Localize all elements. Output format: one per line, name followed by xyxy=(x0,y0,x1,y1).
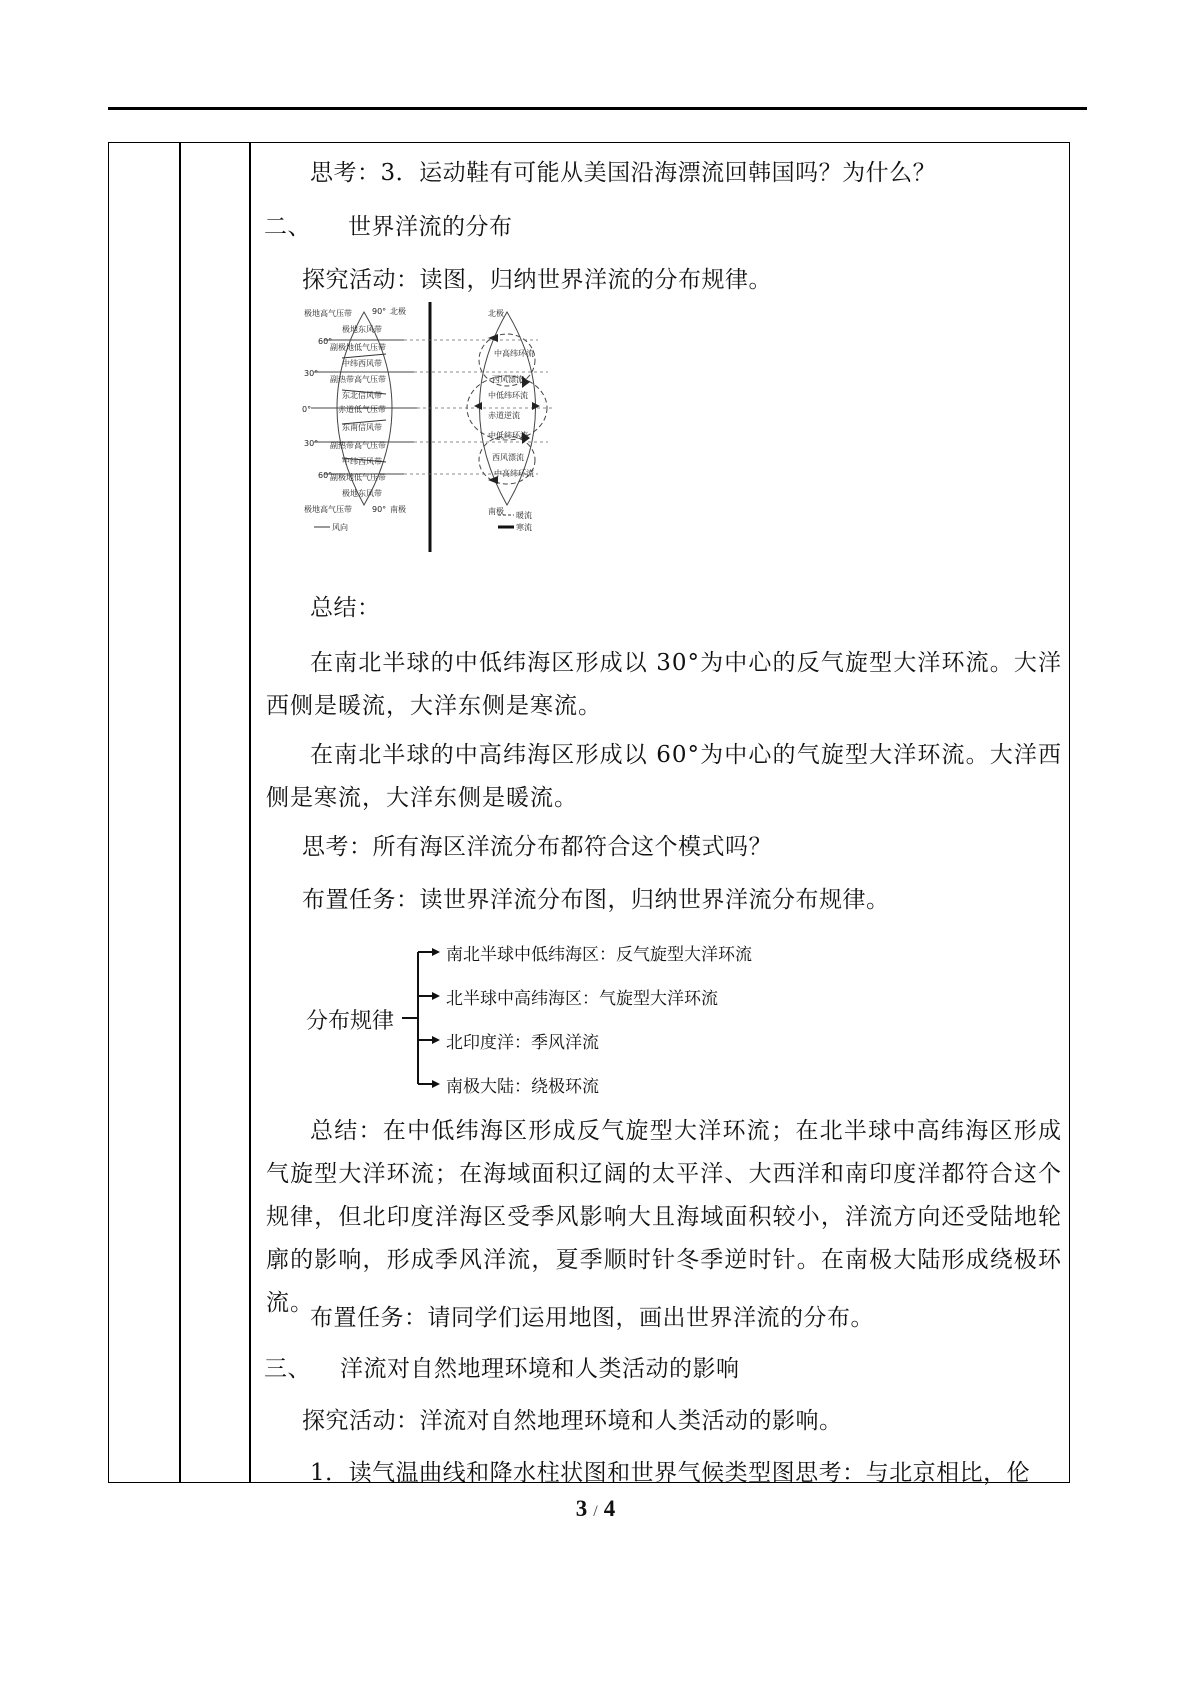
lat-60-n: 60° xyxy=(318,337,333,346)
lat-30-s: 30° xyxy=(304,439,319,448)
left-label-subpolar-low-n: 副极地低气压带 xyxy=(330,343,386,352)
page-separator: / xyxy=(593,1503,598,1520)
activity-influence: 探究活动：洋流对自然地理环境和人类活动的影响。 xyxy=(302,1408,843,1434)
rule-item-3: 北印度洋：季风洋流 xyxy=(446,1033,599,1053)
legend-cold-label: 寒流 xyxy=(516,523,532,532)
page-current: 3 xyxy=(575,1496,588,1521)
page-total: 4 xyxy=(603,1496,616,1521)
lat-30-n: 30° xyxy=(304,369,319,378)
left-label-polar-easterly-s: 极地东风带 xyxy=(342,489,382,498)
distribution-rules-diagram xyxy=(306,930,826,1120)
table-column-divider-2 xyxy=(249,142,251,1483)
lat-60-s: 60° xyxy=(318,471,333,480)
think-question-3: 思考：3．运动鞋有可能从美国沿海漂流回韩国吗？为什么？ xyxy=(310,160,937,186)
activity-read-figure: 探究活动：读图，归纳世界洋流的分布规律。 xyxy=(302,267,772,293)
rule-item-4: 南极大陆：绕极环流 xyxy=(446,1077,599,1097)
page-number xyxy=(0,1496,1191,1522)
right-label-west-wind-drift-n: 西风漂流 xyxy=(492,375,524,384)
rule-item-2: 北半球中高纬海区：气旋型大洋环流 xyxy=(446,989,718,1009)
item-1-question: 1．读气温曲线和降水柱状图和世界气候类型图思考：与北京相比，伦 xyxy=(310,1460,1031,1486)
right-label-west-wind-drift-s: 西风漂流 xyxy=(492,453,524,462)
left-label-subtropical-high-n: 副热带高气压带 xyxy=(330,375,386,384)
right-label-subpolar-gyre-n: 中高纬环流 xyxy=(494,349,534,358)
section-3-number: 三、 xyxy=(264,1356,311,1382)
summary-paragraph-30-degree: 在南北半球的中低纬海区形成以 30°为中心的反气旋型大洋环流。大洋西侧是暖流，大洋东侧是寒流。 xyxy=(266,650,1062,719)
left-label-se-trade: 东南信风带 xyxy=(342,423,382,432)
left-label-ne-trade: 东北信风带 xyxy=(342,391,382,400)
north-pole-label: 北极 xyxy=(390,307,406,316)
lat-90-n: 90° xyxy=(372,307,387,316)
table-column-divider-1 xyxy=(179,142,181,1483)
left-label-polar-high-s: 极地高气压带 xyxy=(304,505,352,514)
south-pole-label: 南极 xyxy=(390,505,406,514)
section-2-number: 二、 xyxy=(264,214,311,240)
left-label-subtropical-high-s: 副热带高气压带 xyxy=(330,441,386,450)
rules-bracket xyxy=(402,930,442,1120)
right-label-subtropical-gyre-n: 中低纬环流 xyxy=(488,391,528,400)
section-2-title: 世界洋流的分布 xyxy=(348,214,513,240)
wind-legend-label: 风向 xyxy=(332,523,348,532)
left-label-westerly-n: 中纬西风带 xyxy=(342,359,382,368)
wind-ocean-circulation-diagram xyxy=(302,302,590,552)
task-draw-map: 布置任务：请同学们运用地图，画出世界洋流的分布。 xyxy=(310,1305,874,1331)
lat-0: 0° xyxy=(302,405,312,414)
rules-main-label: 分布规律 xyxy=(306,1009,395,1034)
legend-warm-label: 暖流 xyxy=(516,511,532,520)
summary-paragraph-60-degree: 在南北半球的中高纬海区形成以 60°为中心的气旋型大洋环流。大洋西侧是寒流，大洋东侧是暖流。 xyxy=(266,742,1062,811)
right-label-subtropical-gyre-s: 中低纬环流 xyxy=(488,431,528,440)
left-label-equatorial-low: 赤道低气压带 xyxy=(338,405,386,414)
left-label-westerly-s: 中纬西风带 xyxy=(342,457,382,466)
right-label-equatorial-counter: 赤道逆流 xyxy=(488,411,520,420)
task-read-map: 布置任务：读世界洋流分布图，归纳世界洋流分布规律。 xyxy=(302,887,890,913)
right-label-subpolar-gyre-s: 中高纬环流 xyxy=(494,469,534,478)
left-label-polar-easterly-n: 极地东风带 xyxy=(342,325,382,334)
right-north-pole-label: 北极 xyxy=(488,309,504,318)
lat-90-s: 90° xyxy=(372,505,387,514)
header-rule xyxy=(108,107,1087,110)
summary-distribution-paragraph: 总结：在中低纬海区形成反气旋型大洋环流；在北半球中高纬海区形成气旋型大洋环流；在海域面积辽阔的太平洋、大西洋和南印度洋都符合这个规律，但北印度洋海区受季风影响大且海域面积较小，洋流方向还受陆地轮廓的影响，形成季风洋流，夏季顺时针冬季逆时针。在南极大陆形成绕极环流。 xyxy=(266,1118,1062,1316)
left-label-polar-high-n: 极地高气压带 xyxy=(304,309,352,318)
summary-label: 总结： xyxy=(310,595,381,621)
content-cell xyxy=(258,142,1068,1486)
left-label-subpolar-low-s: 副极地低气压带 xyxy=(330,473,386,482)
right-south-pole-label: 南极 xyxy=(488,507,504,516)
think-mode-question: 思考：所有海区洋流分布都符合这个模式吗？ xyxy=(302,834,772,860)
rule-item-1: 南北半球中低纬海区：反气旋型大洋环流 xyxy=(446,945,752,965)
section-3-title: 洋流对自然地理环境和人类活动的影响 xyxy=(340,1356,740,1382)
